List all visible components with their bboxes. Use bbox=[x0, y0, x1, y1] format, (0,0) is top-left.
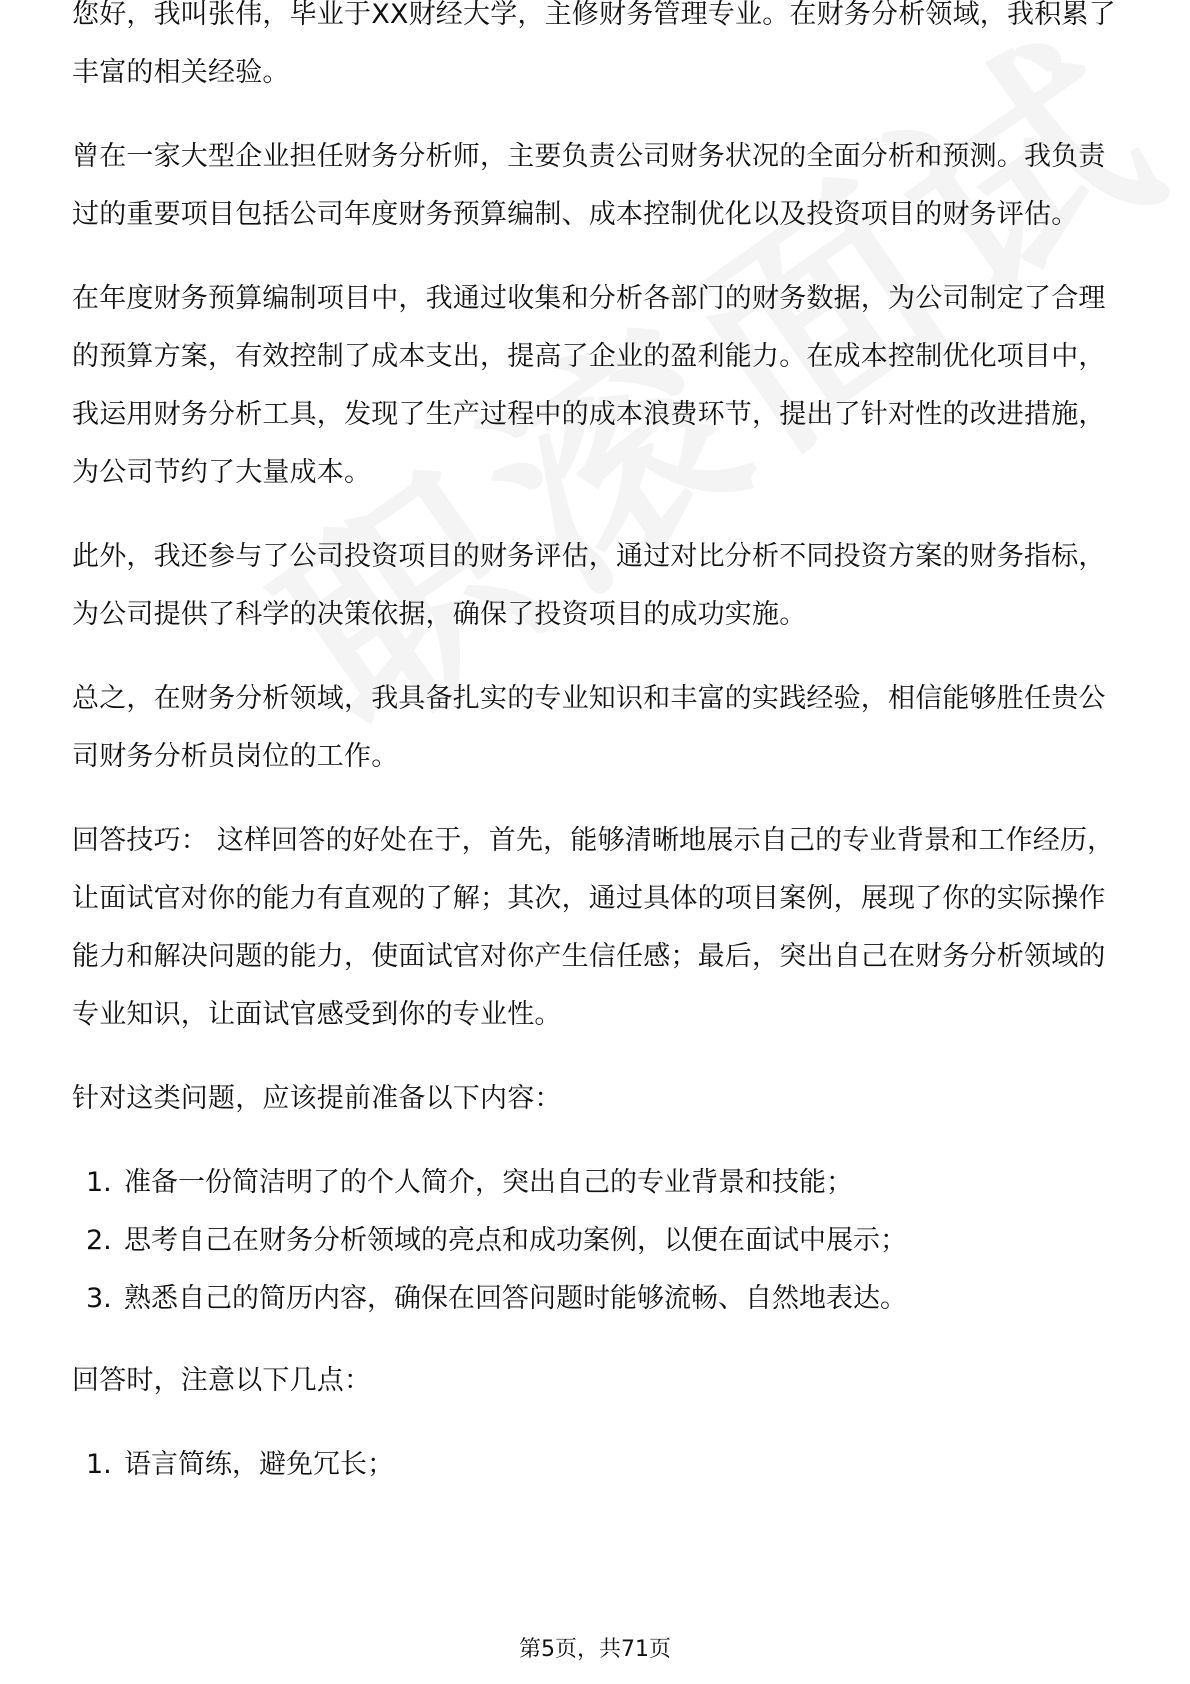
notes-list bbox=[72, 1436, 1118, 1494]
paragraph-summary: 总之，在财务分析领域，我具备扎实的专业知识和丰富的实践经验，相信能够胜任贵公司财务分析员岗位的工作。 bbox=[72, 683, 1106, 772]
list-item-number: 2. bbox=[86, 1225, 112, 1256]
list-item-text: 准备一份简洁明了的个人简介，突出自己的专业背景和技能； bbox=[124, 1167, 853, 1198]
list-item-number: 3. bbox=[86, 1283, 112, 1314]
paragraph-budget-project: 在年度财务预算编制项目中，我通过收集和分析各部门的财务数据，为公司制定了合理的预算方案，有效控制了成本支出，提高了企业的盈利能力。在成本控制优化项目中，我运用财务分析工具，发现了生产过程中的成本浪费环节，提出了针对性的改进措施，为公司节约了大量成本。 bbox=[72, 283, 1106, 488]
list-item bbox=[72, 1436, 1118, 1494]
list-item-number: 1. bbox=[86, 1167, 112, 1198]
paragraph-intro: 您好，我叫张伟，毕业于XX财经大学，主修财务管理专业。在财务分析领域，我积累了丰富的相关经验。 bbox=[72, 0, 1116, 88]
document-body bbox=[72, 0, 1118, 1518]
paragraph-experience: 曾在一家大型企业担任财务分析师，主要负责公司财务状况的全面分析和预测。我负责过的重要项目包括公司年度财务预算编制、成本控制优化以及投资项目的财务评估。 bbox=[72, 141, 1106, 230]
list-item-text: 语言简练，避免冗长； bbox=[124, 1449, 394, 1480]
page-number-footer: 第5页，共71页 bbox=[519, 1637, 671, 1662]
paragraph-investment: 此外，我还参与了公司投资项目的财务评估，通过对比分析不同投资方案的财务指标，为公司提供了科学的决策依据，确保了投资项目的成功实施。 bbox=[72, 541, 1106, 630]
paragraph-prepare-intro: 针对这类问题，应该提前准备以下内容： bbox=[72, 1083, 562, 1114]
list-item-text: 思考自己在财务分析领域的亮点和成功案例，以便在面试中展示； bbox=[124, 1225, 907, 1256]
list-item bbox=[72, 1154, 1118, 1212]
list-item-text: 熟悉自己的简历内容，确保在回答问题时能够流畅、自然地表达。 bbox=[124, 1283, 907, 1314]
paragraph-notes-intro: 回答时，注意以下几点： bbox=[72, 1365, 372, 1396]
list-item bbox=[72, 1270, 1118, 1328]
list-item-number: 1. bbox=[86, 1449, 112, 1480]
prepare-list bbox=[72, 1154, 1118, 1328]
list-item bbox=[72, 1212, 1118, 1270]
paragraph-answer-tips: 回答技巧： 这样回答的好处在于，首先，能够清晰地展示自己的专业背景和工作经历，让面试官对你的能力有直观的了解；其次，通过具体的项目案例，展现了你的实际操作能力和解决问题的能力，使面试官对你产生信任感；最后，突出自己在财务分析领域的专业知识，让面试官感受到你的专业性。 bbox=[72, 825, 1115, 1030]
